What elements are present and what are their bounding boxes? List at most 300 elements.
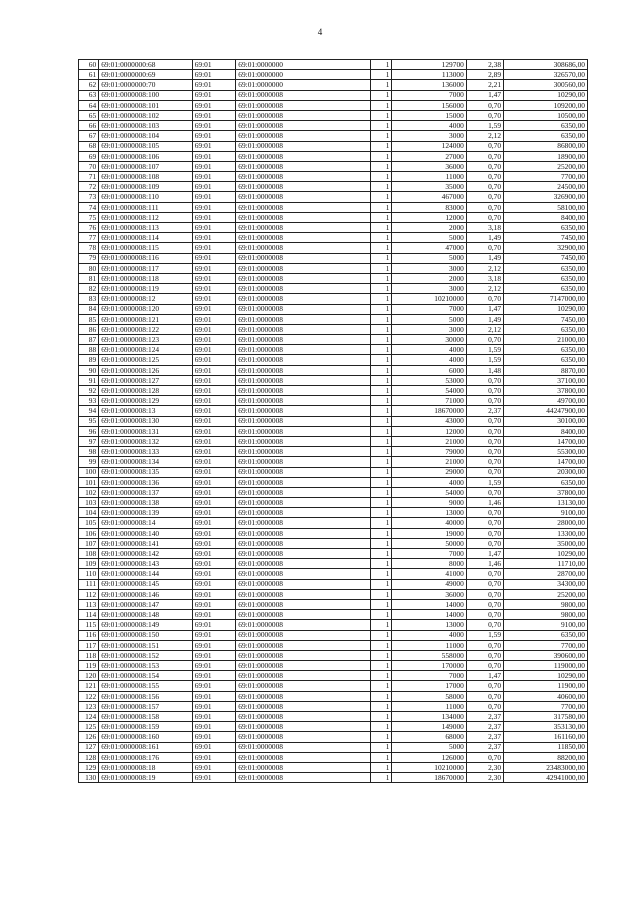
value-cell: 40600,00 [504, 691, 588, 701]
table-row [79, 212, 588, 222]
cadastral-block-cell: 69:01:0000008 [236, 223, 371, 233]
row-number-cell: 111 [79, 579, 99, 589]
cadastral-number-cell: 69:01:0000008:138 [99, 498, 193, 508]
cadastral-number-cell: 69:01:0000008:124 [99, 345, 193, 355]
cadastral-block-cell: 69:01:0000008 [236, 192, 371, 202]
value-cell: 7700,00 [504, 172, 588, 182]
cadastral-number-cell: 69:01:0000008:148 [99, 610, 193, 620]
district-code-cell: 69:01 [192, 610, 236, 620]
row-number-cell: 123 [79, 701, 99, 711]
table-row [79, 141, 588, 151]
table-row [79, 202, 588, 212]
cadastral-block-cell: 69:01:0000008 [236, 610, 371, 620]
coefficient-cell: 1,49 [466, 253, 503, 263]
value-cell: 7450,00 [504, 253, 588, 263]
table-row [79, 151, 588, 161]
cadastral-number-cell: 69:01:0000008:118 [99, 273, 193, 283]
table-row [79, 508, 588, 518]
count-cell: 1 [371, 457, 392, 467]
district-code-cell: 69:01 [192, 212, 236, 222]
area-cell: 4000 [392, 355, 466, 365]
cadastral-block-cell: 69:01:0000008 [236, 263, 371, 273]
cadastral-number-cell: 69:01:0000008:120 [99, 304, 193, 314]
coefficient-cell: 0,70 [466, 436, 503, 446]
district-code-cell: 69:01 [192, 263, 236, 273]
area-cell: 10210000 [392, 762, 466, 772]
count-cell: 1 [371, 335, 392, 345]
area-cell: 467000 [392, 192, 466, 202]
district-code-cell: 69:01 [192, 141, 236, 151]
district-code-cell: 69:01 [192, 223, 236, 233]
table-row [79, 722, 588, 732]
cadastral-block-cell: 69:01:0000008 [236, 681, 371, 691]
coefficient-cell: 0,70 [466, 487, 503, 497]
coefficient-cell: 0,70 [466, 110, 503, 120]
table-row [79, 335, 588, 345]
table-row [79, 273, 588, 283]
table-row [79, 610, 588, 620]
district-code-cell: 69:01 [192, 273, 236, 283]
district-code-cell: 69:01 [192, 70, 236, 80]
count-cell: 1 [371, 467, 392, 477]
cadastral-block-cell: 69:01:0000008 [236, 599, 371, 609]
coefficient-cell: 1,59 [466, 630, 503, 640]
coefficient-cell: 0,70 [466, 161, 503, 171]
count-cell: 1 [371, 508, 392, 518]
coefficient-cell: 2,37 [466, 742, 503, 752]
coefficient-cell: 0,70 [466, 508, 503, 518]
area-cell: 13000 [392, 620, 466, 630]
table-row [79, 80, 588, 90]
area-cell: 71000 [392, 396, 466, 406]
cadastral-block-cell: 69:01:0000008 [236, 253, 371, 263]
area-cell: 5000 [392, 253, 466, 263]
row-number-cell: 115 [79, 620, 99, 630]
coefficient-cell: 0,70 [466, 192, 503, 202]
count-cell: 1 [371, 589, 392, 599]
row-number-cell: 82 [79, 284, 99, 294]
value-cell: 7700,00 [504, 640, 588, 650]
value-cell: 6350,00 [504, 284, 588, 294]
row-number-cell: 118 [79, 650, 99, 660]
cadastral-block-cell: 69:01:0000008 [236, 100, 371, 110]
table-row [79, 304, 588, 314]
table-row [79, 477, 588, 487]
count-cell: 1 [371, 498, 392, 508]
table-row [79, 355, 588, 365]
cadastral-number-cell: 69:01:0000008:108 [99, 172, 193, 182]
coefficient-cell: 0,70 [466, 182, 503, 192]
cadastral-number-cell: 69:01:0000008:149 [99, 620, 193, 630]
cadastral-block-cell: 69:01:0000008 [236, 447, 371, 457]
count-cell: 1 [371, 314, 392, 324]
table-row [79, 233, 588, 243]
area-cell: 18670000 [392, 773, 466, 783]
cadastral-number-cell: 69:01:0000008:19 [99, 773, 193, 783]
coefficient-cell: 2,12 [466, 131, 503, 141]
area-cell: 83000 [392, 202, 466, 212]
district-code-cell: 69:01 [192, 457, 236, 467]
district-code-cell: 69:01 [192, 192, 236, 202]
cadastral-number-cell: 69:01:0000008:116 [99, 253, 193, 263]
area-cell: 12000 [392, 426, 466, 436]
coefficient-cell: 0,70 [466, 701, 503, 711]
area-cell: 11000 [392, 701, 466, 711]
value-cell: 14700,00 [504, 457, 588, 467]
cadastral-number-cell: 69:01:0000008:112 [99, 212, 193, 222]
row-number-cell: 92 [79, 386, 99, 396]
value-cell: 353130,00 [504, 722, 588, 732]
cadastral-number-cell: 69:01:0000008:125 [99, 355, 193, 365]
count-cell: 1 [371, 661, 392, 671]
cadastral-number-cell: 69:01:0000008:152 [99, 650, 193, 660]
district-code-cell: 69:01 [192, 60, 236, 70]
district-code-cell: 69:01 [192, 90, 236, 100]
cadastral-number-cell: 69:01:0000008:134 [99, 457, 193, 467]
area-cell: 14000 [392, 599, 466, 609]
value-cell: 13300,00 [504, 528, 588, 538]
area-cell: 54000 [392, 386, 466, 396]
area-cell: 13000 [392, 508, 466, 518]
count-cell: 1 [371, 263, 392, 273]
area-cell: 3000 [392, 324, 466, 334]
table-row [79, 110, 588, 120]
district-code-cell: 69:01 [192, 773, 236, 783]
district-code-cell: 69:01 [192, 294, 236, 304]
district-code-cell: 69:01 [192, 406, 236, 416]
coefficient-cell: 0,70 [466, 538, 503, 548]
area-cell: 4000 [392, 630, 466, 640]
count-cell: 1 [371, 121, 392, 131]
row-number-cell: 83 [79, 294, 99, 304]
coefficient-cell: 0,70 [466, 386, 503, 396]
row-number-cell: 65 [79, 110, 99, 120]
cadastral-number-cell: 69:01:0000008:151 [99, 640, 193, 650]
table-row [79, 467, 588, 477]
value-cell: 88200,00 [504, 752, 588, 762]
row-number-cell: 85 [79, 314, 99, 324]
coefficient-cell: 0,70 [466, 599, 503, 609]
district-code-cell: 69:01 [192, 538, 236, 548]
row-number-cell: 62 [79, 80, 99, 90]
cadastral-number-cell: 69:01:0000008:100 [99, 90, 193, 100]
coefficient-cell: 0,70 [466, 335, 503, 345]
table-row [79, 121, 588, 131]
coefficient-cell: 1,46 [466, 559, 503, 569]
district-code-cell: 69:01 [192, 182, 236, 192]
coefficient-cell: 2,37 [466, 406, 503, 416]
row-number-cell: 71 [79, 172, 99, 182]
cadastral-number-cell: 69:01:0000000:68 [99, 60, 193, 70]
cadastral-block-cell: 69:01:0000008 [236, 141, 371, 151]
row-number-cell: 105 [79, 518, 99, 528]
district-code-cell: 69:01 [192, 202, 236, 212]
count-cell: 1 [371, 416, 392, 426]
table-row [79, 406, 588, 416]
area-cell: 7000 [392, 304, 466, 314]
count-cell: 1 [371, 599, 392, 609]
value-cell: 10290,00 [504, 549, 588, 559]
cadastral-number-cell: 69:01:0000008:131 [99, 426, 193, 436]
district-code-cell: 69:01 [192, 355, 236, 365]
cadastral-block-cell: 69:01:0000008 [236, 752, 371, 762]
cadastral-number-cell: 69:01:0000008:114 [99, 233, 193, 243]
area-cell: 4000 [392, 121, 466, 131]
cadastral-block-cell: 69:01:0000008 [236, 151, 371, 161]
value-cell: 9100,00 [504, 620, 588, 630]
cadastral-block-cell: 69:01:0000008 [236, 212, 371, 222]
table-row [79, 131, 588, 141]
district-code-cell: 69:01 [192, 732, 236, 742]
district-code-cell: 69:01 [192, 314, 236, 324]
district-code-cell: 69:01 [192, 233, 236, 243]
cadastral-block-cell: 69:01:0000008 [236, 457, 371, 467]
area-cell: 6000 [392, 365, 466, 375]
count-cell: 1 [371, 396, 392, 406]
cadastral-block-cell: 69:01:0000008 [236, 345, 371, 355]
value-cell: 308686,00 [504, 60, 588, 70]
area-cell: 170000 [392, 661, 466, 671]
table-row [79, 661, 588, 671]
cadastral-block-cell: 69:01:0000008 [236, 732, 371, 742]
row-number-cell: 122 [79, 691, 99, 701]
area-cell: 53000 [392, 375, 466, 385]
value-cell: 7147000,00 [504, 294, 588, 304]
count-cell: 1 [371, 100, 392, 110]
cadastral-number-cell: 69:01:0000008:106 [99, 151, 193, 161]
cadastral-block-cell: 69:01:0000008 [236, 426, 371, 436]
table-row [79, 436, 588, 446]
value-cell: 6350,00 [504, 324, 588, 334]
row-number-cell: 97 [79, 436, 99, 446]
coefficient-cell: 0,70 [466, 579, 503, 589]
area-cell: 2000 [392, 273, 466, 283]
row-number-cell: 76 [79, 223, 99, 233]
cadastral-number-cell: 69:01:0000008:146 [99, 589, 193, 599]
count-cell: 1 [371, 477, 392, 487]
page-number: 4 [317, 27, 323, 37]
row-number-cell: 79 [79, 253, 99, 263]
cadastral-number-cell: 69:01:0000000:69 [99, 70, 193, 80]
table-row [79, 284, 588, 294]
value-cell: 25200,00 [504, 589, 588, 599]
district-code-cell: 69:01 [192, 324, 236, 334]
coefficient-cell: 2,12 [466, 263, 503, 273]
row-number-cell: 67 [79, 131, 99, 141]
area-cell: 4000 [392, 345, 466, 355]
value-cell: 55300,00 [504, 447, 588, 457]
table-row [79, 528, 588, 538]
value-cell: 9800,00 [504, 599, 588, 609]
row-number-cell: 109 [79, 559, 99, 569]
table-row [79, 457, 588, 467]
coefficient-cell: 1,49 [466, 233, 503, 243]
count-cell: 1 [371, 579, 392, 589]
area-cell: 49000 [392, 579, 466, 589]
coefficient-cell: 0,70 [466, 681, 503, 691]
row-number-cell: 84 [79, 304, 99, 314]
cadastral-block-cell: 69:01:0000008 [236, 650, 371, 660]
district-code-cell: 69:01 [192, 396, 236, 406]
cadastral-number-cell: 69:01:0000008:142 [99, 549, 193, 559]
count-cell: 1 [371, 192, 392, 202]
coefficient-cell: 0,70 [466, 620, 503, 630]
cadastral-block-cell: 69:01:0000008 [236, 722, 371, 732]
coefficient-cell: 1,49 [466, 314, 503, 324]
row-number-cell: 86 [79, 324, 99, 334]
table-row [79, 60, 588, 70]
count-cell: 1 [371, 447, 392, 457]
value-cell: 6350,00 [504, 121, 588, 131]
row-number-cell: 77 [79, 233, 99, 243]
district-code-cell: 69:01 [192, 691, 236, 701]
cadastral-number-cell: 69:01:0000008:103 [99, 121, 193, 131]
district-code-cell: 69:01 [192, 110, 236, 120]
row-number-cell: 64 [79, 100, 99, 110]
area-cell: 5000 [392, 233, 466, 243]
district-code-cell: 69:01 [192, 640, 236, 650]
count-cell: 1 [371, 233, 392, 243]
cadastral-block-cell: 69:01:0000008 [236, 233, 371, 243]
cadastral-number-cell: 69:01:0000008:107 [99, 161, 193, 171]
count-cell: 1 [371, 161, 392, 171]
row-number-cell: 80 [79, 263, 99, 273]
cadastral-block-cell: 69:01:0000008 [236, 202, 371, 212]
coefficient-cell: 0,70 [466, 752, 503, 762]
row-number-cell: 113 [79, 599, 99, 609]
table-row [79, 742, 588, 752]
table-row [79, 589, 588, 599]
district-code-cell: 69:01 [192, 671, 236, 681]
value-cell: 42941000,00 [504, 773, 588, 783]
value-cell: 20300,00 [504, 467, 588, 477]
value-cell: 9100,00 [504, 508, 588, 518]
coefficient-cell: 0,70 [466, 691, 503, 701]
table-row [79, 396, 588, 406]
coefficient-cell: 0,70 [466, 528, 503, 538]
value-cell: 10290,00 [504, 304, 588, 314]
coefficient-cell: 0,70 [466, 569, 503, 579]
table-row [79, 579, 588, 589]
cadastral-number-cell: 69:01:0000008:123 [99, 335, 193, 345]
coefficient-cell: 0,70 [466, 610, 503, 620]
district-code-cell: 69:01 [192, 151, 236, 161]
area-cell: 50000 [392, 538, 466, 548]
area-cell: 7000 [392, 90, 466, 100]
coefficient-cell: 2,30 [466, 762, 503, 772]
table-row [79, 518, 588, 528]
coefficient-cell: 1,47 [466, 671, 503, 681]
coefficient-cell: 0,70 [466, 518, 503, 528]
district-code-cell: 69:01 [192, 131, 236, 141]
value-cell: 21000,00 [504, 335, 588, 345]
table-row [79, 630, 588, 640]
count-cell: 1 [371, 691, 392, 701]
cadastral-block-cell: 69:01:0000008 [236, 742, 371, 752]
count-cell: 1 [371, 487, 392, 497]
table-row [79, 294, 588, 304]
table-row [79, 447, 588, 457]
count-cell: 1 [371, 80, 392, 90]
cadastral-block-cell: 69:01:0000008 [236, 538, 371, 548]
table-row [79, 498, 588, 508]
table-row [79, 90, 588, 100]
count-cell: 1 [371, 110, 392, 120]
coefficient-cell: 3,18 [466, 273, 503, 283]
district-code-cell: 69:01 [192, 762, 236, 772]
value-cell: 390600,00 [504, 650, 588, 660]
count-cell: 1 [371, 528, 392, 538]
cadastral-block-cell: 69:01:0000008 [236, 110, 371, 120]
cadastral-block-cell: 69:01:0000008 [236, 518, 371, 528]
cadastral-block-cell: 69:01:0000008 [236, 406, 371, 416]
area-cell: 558000 [392, 650, 466, 660]
district-code-cell: 69:01 [192, 365, 236, 375]
coefficient-cell: 2,37 [466, 722, 503, 732]
row-number-cell: 81 [79, 273, 99, 283]
table-row [79, 762, 588, 772]
count-cell: 1 [371, 182, 392, 192]
area-cell: 11000 [392, 640, 466, 650]
cadastral-block-cell: 69:01:0000008 [236, 549, 371, 559]
cadastral-number-cell: 69:01:0000008:113 [99, 223, 193, 233]
count-cell: 1 [371, 375, 392, 385]
count-cell: 1 [371, 223, 392, 233]
cadastral-block-cell: 69:01:0000008 [236, 386, 371, 396]
table-row [79, 314, 588, 324]
count-cell: 1 [371, 538, 392, 548]
area-cell: 36000 [392, 161, 466, 171]
area-cell: 3000 [392, 263, 466, 273]
value-cell: 44247900,00 [504, 406, 588, 416]
area-cell: 129700 [392, 60, 466, 70]
area-cell: 126000 [392, 752, 466, 762]
cadastral-number-cell: 69:01:0000008:12 [99, 294, 193, 304]
area-cell: 21000 [392, 436, 466, 446]
row-number-cell: 87 [79, 335, 99, 345]
row-number-cell: 119 [79, 661, 99, 671]
cadastral-number-cell: 69:01:0000008:119 [99, 284, 193, 294]
count-cell: 1 [371, 253, 392, 263]
cadastral-number-cell: 69:01:0000008:127 [99, 375, 193, 385]
cadastral-block-cell: 69:01:0000008 [236, 182, 371, 192]
area-cell: 9000 [392, 498, 466, 508]
cadastral-number-cell: 69:01:0000008:135 [99, 467, 193, 477]
value-cell: 58100,00 [504, 202, 588, 212]
row-number-cell: 106 [79, 528, 99, 538]
row-number-cell: 94 [79, 406, 99, 416]
cadastral-block-cell: 69:01:0000008 [236, 498, 371, 508]
cadastral-block-cell: 69:01:0000008 [236, 161, 371, 171]
row-number-cell: 60 [79, 60, 99, 70]
district-code-cell: 69:01 [192, 498, 236, 508]
coefficient-cell: 0,70 [466, 141, 503, 151]
count-cell: 1 [371, 549, 392, 559]
table-row [79, 549, 588, 559]
table-row [79, 243, 588, 253]
area-cell: 43000 [392, 416, 466, 426]
table-row [79, 386, 588, 396]
count-cell: 1 [371, 671, 392, 681]
value-cell: 8870,00 [504, 365, 588, 375]
table-row [79, 324, 588, 334]
area-cell: 113000 [392, 70, 466, 80]
value-cell: 37800,00 [504, 487, 588, 497]
count-cell: 1 [371, 131, 392, 141]
cadastral-number-cell: 69:01:0000000:70 [99, 80, 193, 90]
cadastral-block-cell: 69:01:0000008 [236, 630, 371, 640]
row-number-cell: 126 [79, 732, 99, 742]
